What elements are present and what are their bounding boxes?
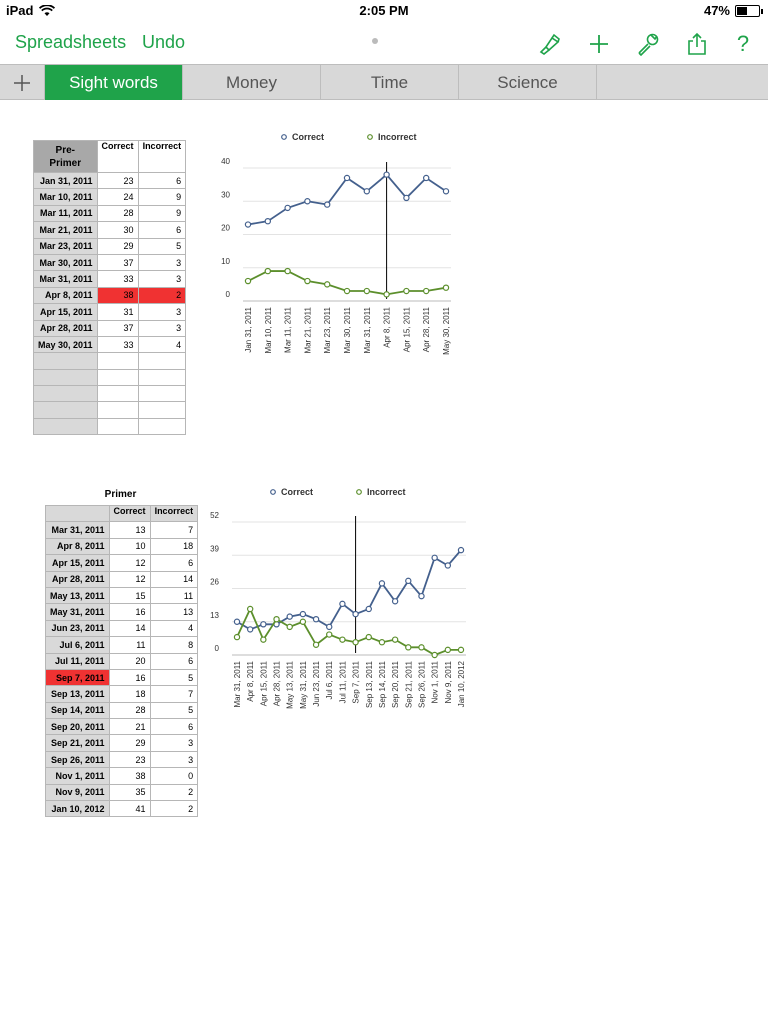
data-point-incorrect <box>245 278 250 283</box>
data-point-correct <box>287 614 292 619</box>
legend-label: Correct <box>281 487 314 497</box>
table-row[interactable] <box>34 222 186 238</box>
incorrect-cell[interactable]: 2 <box>150 784 198 800</box>
data-point-incorrect <box>327 632 332 637</box>
data-point-incorrect <box>287 624 292 629</box>
incorrect-cell[interactable]: 5 <box>150 702 198 718</box>
correct-cell[interactable]: 15 <box>109 587 150 603</box>
y-tick-label: 10 <box>221 256 230 266</box>
data-point-correct <box>313 617 318 622</box>
data-point-incorrect <box>313 642 318 647</box>
incorrect-cell[interactable]: 3 <box>150 751 198 767</box>
data-point-incorrect <box>364 288 369 293</box>
date-cell[interactable]: Jan 31, 2011 <box>34 173 98 189</box>
date-cell[interactable]: Jul 6, 2011 <box>46 637 110 653</box>
x-tick-label: May 13, 2011 <box>285 661 295 709</box>
table-row[interactable] <box>34 271 186 287</box>
data-point-correct <box>234 619 239 624</box>
x-tick-label: May 30, 2011 <box>442 307 451 355</box>
date-cell[interactable]: Sep 13, 2011 <box>46 686 110 702</box>
date-cell[interactable]: May 31, 2011 <box>46 604 110 620</box>
x-tick-label: Apr 15, 2011 <box>402 307 412 353</box>
table-row[interactable] <box>34 173 186 189</box>
add-sheet-button[interactable] <box>0 65 45 100</box>
table-row[interactable] <box>46 653 198 669</box>
add-button[interactable] <box>585 30 613 58</box>
data-point-correct <box>325 202 330 207</box>
x-tick-label: Sep 14, 2011 <box>377 661 387 709</box>
correct-cell[interactable]: 23 <box>97 173 138 189</box>
correct-cell[interactable]: 29 <box>109 735 150 751</box>
data-point-correct <box>443 189 448 194</box>
x-tick-label: Mar 31, 2011 <box>362 307 372 354</box>
toolbar <box>0 22 768 64</box>
correct-cell[interactable]: 28 <box>97 205 138 221</box>
legend-marker <box>271 490 276 495</box>
data-point-correct <box>432 555 437 560</box>
table-row[interactable] <box>34 189 186 205</box>
empty-table-row[interactable] <box>34 402 186 418</box>
correct-cell[interactable]: 38 <box>97 287 138 303</box>
series-line-correct <box>248 175 446 225</box>
data-point-correct <box>265 219 270 224</box>
table-row[interactable] <box>46 735 198 751</box>
question-mark-icon: ? <box>736 31 750 56</box>
date-cell[interactable]: Jan 10, 2012 <box>46 801 110 817</box>
x-tick-label: Apr 28, 2011 <box>272 661 282 707</box>
x-tick-label: Mar 31, 2011 <box>233 661 242 708</box>
correct-cell[interactable]: 30 <box>97 222 138 238</box>
incorrect-cell[interactable]: 3 <box>138 320 186 336</box>
x-tick-label: Sep 20, 2011 <box>391 661 401 709</box>
tab-time[interactable]: Time <box>321 65 459 100</box>
empty-cell[interactable] <box>138 402 186 418</box>
data-point-incorrect <box>384 292 389 297</box>
undo-button[interactable]: Undo <box>142 32 186 52</box>
legend-marker <box>357 490 362 495</box>
incorrect-cell[interactable]: 9 <box>138 189 186 205</box>
data-point-incorrect <box>325 282 330 287</box>
empty-cell[interactable] <box>34 418 98 434</box>
date-cell[interactable]: Nov 9, 2011 <box>46 784 110 800</box>
empty-cell[interactable] <box>97 353 138 369</box>
table-row[interactable] <box>34 304 186 320</box>
date-cell[interactable]: Nov 1, 2011 <box>46 768 110 784</box>
data-point-incorrect <box>424 288 429 293</box>
data-point-correct <box>364 189 369 194</box>
date-cell[interactable]: Apr 28, 2011 <box>34 320 98 336</box>
incorrect-cell[interactable]: 3 <box>138 304 186 320</box>
table-row[interactable] <box>34 287 186 303</box>
empty-cell[interactable] <box>138 369 186 385</box>
date-cell[interactable]: Mar 11, 2011 <box>34 205 98 221</box>
y-tick-label: 0 <box>214 644 219 653</box>
table-row[interactable] <box>46 801 198 817</box>
empty-table-row[interactable] <box>34 418 186 434</box>
help-button[interactable] <box>729 30 757 58</box>
table-row[interactable] <box>46 587 198 603</box>
series-line-incorrect <box>237 609 461 655</box>
incorrect-column-header[interactable]: Incorrect <box>150 506 198 522</box>
date-cell[interactable]: Jun 23, 2011 <box>46 620 110 636</box>
series-line-correct <box>237 550 461 629</box>
correct-cell[interactable]: 23 <box>109 751 150 767</box>
x-tick-label: Nov 9, 2011 <box>443 661 453 704</box>
x-tick-label: Sep 7, 2011 <box>351 661 361 704</box>
x-tick-label: Apr 8, 2011 <box>382 307 392 348</box>
correct-cell[interactable]: 24 <box>97 189 138 205</box>
y-tick-label: 13 <box>210 610 219 620</box>
date-cell[interactable]: Apr 8, 2011 <box>34 287 98 303</box>
incorrect-cell[interactable]: 13 <box>150 604 198 620</box>
empty-cell[interactable] <box>34 369 98 385</box>
date-cell[interactable]: Sep 20, 2011 <box>46 719 110 735</box>
pre-primer-table[interactable] <box>33 140 186 435</box>
legend-label: Incorrect <box>378 132 417 142</box>
x-tick-label: Sep 13, 2011 <box>364 661 374 709</box>
date-cell[interactable]: Mar 10, 2011 <box>34 189 98 205</box>
incorrect-cell[interactable]: 5 <box>138 238 186 254</box>
incorrect-cell[interactable]: 18 <box>150 538 198 554</box>
y-tick-label: 40 <box>221 157 230 166</box>
date-cell[interactable]: Apr 8, 2011 <box>46 538 110 554</box>
incorrect-cell[interactable]: 4 <box>150 620 198 636</box>
incorrect-cell[interactable]: 5 <box>150 669 198 685</box>
data-point-incorrect <box>366 634 371 639</box>
date-cell[interactable]: Mar 30, 2011 <box>34 254 98 270</box>
empty-cell[interactable] <box>34 386 98 402</box>
data-point-correct <box>458 548 463 553</box>
data-point-correct <box>393 599 398 604</box>
empty-cell[interactable] <box>34 402 98 418</box>
table-row[interactable] <box>46 784 198 800</box>
correct-cell[interactable]: 18 <box>109 686 150 702</box>
empty-cell[interactable] <box>97 418 138 434</box>
table-row[interactable] <box>46 522 198 538</box>
correct-cell[interactable]: 29 <box>97 238 138 254</box>
x-tick-label: Sep 21, 2011 <box>404 661 414 709</box>
data-point-correct <box>445 563 450 568</box>
date-cell[interactable]: Sep 21, 2011 <box>46 735 110 751</box>
incorrect-cell[interactable]: 6 <box>150 555 198 571</box>
data-point-incorrect <box>305 278 310 283</box>
incorrect-cell[interactable]: 2 <box>150 801 198 817</box>
table-row[interactable] <box>34 336 186 352</box>
share-icon <box>686 32 708 56</box>
table-row[interactable] <box>46 686 198 702</box>
x-tick-label: Mar 23, 2011 <box>323 307 333 354</box>
correct-cell[interactable]: 16 <box>109 604 150 620</box>
incorrect-cell[interactable]: 6 <box>138 222 186 238</box>
correct-cell[interactable]: 33 <box>97 271 138 287</box>
correct-cell[interactable]: 35 <box>109 784 150 800</box>
share-button[interactable] <box>683 30 711 58</box>
table-row[interactable] <box>34 205 186 221</box>
data-point-incorrect <box>274 617 279 622</box>
table-row[interactable] <box>34 254 186 270</box>
incorrect-cell[interactable]: 7 <box>150 686 198 702</box>
data-point-correct <box>261 622 266 627</box>
primer-table-title: Primer <box>104 489 137 500</box>
incorrect-cell[interactable]: 0 <box>150 768 198 784</box>
correct-cell[interactable]: 21 <box>109 719 150 735</box>
x-tick-label: Apr 8, 2011 <box>246 661 256 702</box>
data-point-correct <box>245 222 250 227</box>
incorrect-cell[interactable]: 3 <box>150 735 198 751</box>
table-row[interactable] <box>46 538 198 554</box>
table-row[interactable] <box>46 669 198 685</box>
correct-cell[interactable]: 12 <box>109 555 150 571</box>
battery-icon <box>735 5 760 17</box>
table-corner-header[interactable]: Pre- Primer <box>34 141 98 173</box>
table-row[interactable] <box>46 620 198 636</box>
x-tick-label: Sep 26, 2011 <box>417 661 427 709</box>
x-tick-label: Jan 10, 2012 <box>457 661 466 708</box>
table-row[interactable] <box>46 702 198 718</box>
correct-cell[interactable]: 10 <box>109 538 150 554</box>
correct-column-header[interactable]: Correct <box>97 141 138 173</box>
data-point-incorrect <box>300 619 305 624</box>
sheet-tab-bar <box>0 64 768 100</box>
date-cell[interactable]: Mar 31, 2011 <box>34 271 98 287</box>
data-point-correct <box>384 172 389 177</box>
date-cell[interactable]: Mar 21, 2011 <box>34 222 98 238</box>
empty-cell[interactable] <box>97 386 138 402</box>
battery-percent: 47% <box>703 3 730 18</box>
date-cell[interactable]: Mar 31, 2011 <box>46 522 110 538</box>
tab-money[interactable]: Money <box>183 65 321 100</box>
incorrect-cell[interactable]: 6 <box>150 653 198 669</box>
y-tick-label: 39 <box>210 544 219 554</box>
data-point-correct <box>327 624 332 629</box>
battery-fill <box>737 7 747 15</box>
table-row[interactable] <box>46 719 198 735</box>
data-point-correct <box>340 601 345 606</box>
x-tick-label: Jul 11, 2011 <box>338 661 348 704</box>
x-tick-label: Mar 11, 2011 <box>283 307 293 353</box>
date-cell[interactable]: Apr 28, 2011 <box>46 571 110 587</box>
table-corner-header[interactable] <box>46 506 110 522</box>
legend-label: Correct <box>292 132 325 142</box>
y-tick-label: 20 <box>221 223 230 233</box>
spreadsheets-button[interactable]: Spreadsheets <box>15 32 127 52</box>
incorrect-cell[interactable]: 2 <box>138 287 186 303</box>
table-row[interactable] <box>34 320 186 336</box>
incorrect-cell[interactable]: 9 <box>138 205 186 221</box>
incorrect-cell[interactable]: 14 <box>150 571 198 587</box>
incorrect-cell[interactable]: 7 <box>150 522 198 538</box>
data-point-correct <box>404 195 409 200</box>
table-row[interactable] <box>46 571 198 587</box>
data-point-incorrect <box>248 606 253 611</box>
tab-sight-words[interactable]: Sight words <box>45 65 183 100</box>
data-point-incorrect <box>404 288 409 293</box>
data-point-incorrect <box>419 645 424 650</box>
data-point-correct <box>406 578 411 583</box>
data-point-correct <box>285 205 290 210</box>
data-point-incorrect <box>393 637 398 642</box>
data-point-incorrect <box>234 634 239 639</box>
date-cell[interactable]: May 13, 2011 <box>46 587 110 603</box>
empty-table-row[interactable] <box>34 369 186 385</box>
empty-table-row[interactable] <box>34 386 186 402</box>
date-cell[interactable]: Mar 23, 2011 <box>34 238 98 254</box>
correct-cell[interactable]: 38 <box>109 768 150 784</box>
empty-cell[interactable] <box>34 353 98 369</box>
correct-cell[interactable]: 13 <box>109 522 150 538</box>
empty-cell[interactable] <box>138 386 186 402</box>
date-cell[interactable]: Sep 14, 2011 <box>46 702 110 718</box>
date-cell[interactable]: May 30, 2011 <box>34 336 98 352</box>
x-tick-label: Jan 31, 2011 <box>244 307 253 353</box>
data-point-incorrect <box>458 647 463 652</box>
y-tick-label: 26 <box>210 577 219 587</box>
format-brush-button[interactable] <box>535 30 563 58</box>
data-point-correct <box>344 175 349 180</box>
incorrect-cell[interactable]: 6 <box>150 719 198 735</box>
correct-column-header[interactable]: Correct <box>109 506 150 522</box>
empty-cell[interactable] <box>97 369 138 385</box>
date-cell[interactable]: Sep 7, 2011 <box>46 669 110 685</box>
incorrect-cell[interactable]: 4 <box>138 336 186 352</box>
correct-cell[interactable]: 12 <box>109 571 150 587</box>
plus-icon <box>588 33 610 55</box>
status-time: 2:05 PM <box>359 3 409 18</box>
data-point-correct <box>300 611 305 616</box>
data-point-incorrect <box>285 268 290 273</box>
pre-primer-line-chart[interactable] <box>220 125 460 370</box>
data-point-incorrect <box>265 268 270 273</box>
status-right <box>704 3 760 18</box>
y-tick-label: 0 <box>225 290 230 299</box>
x-tick-label: Jul 6, 2011 <box>325 661 335 700</box>
data-point-correct <box>424 175 429 180</box>
tab-science[interactable]: Science <box>459 65 597 100</box>
correct-cell[interactable]: 16 <box>109 669 150 685</box>
data-point-correct <box>419 594 424 599</box>
correct-cell[interactable]: 41 <box>109 801 150 817</box>
correct-cell[interactable]: 37 <box>97 320 138 336</box>
data-point-incorrect <box>432 652 437 657</box>
paintbrush-icon <box>537 32 561 56</box>
legend-marker <box>368 135 373 140</box>
correct-cell[interactable]: 28 <box>109 702 150 718</box>
plus-icon <box>13 74 31 92</box>
date-cell[interactable]: Apr 15, 2011 <box>46 555 110 571</box>
data-point-incorrect <box>379 640 384 645</box>
empty-table-row[interactable] <box>34 353 186 369</box>
y-tick-label: 30 <box>221 190 230 200</box>
date-cell[interactable]: Sep 26, 2011 <box>46 751 110 767</box>
data-point-incorrect <box>353 640 358 645</box>
correct-cell[interactable]: 14 <box>109 620 150 636</box>
wrench-icon <box>636 32 660 56</box>
y-tick-label: 52 <box>210 511 219 520</box>
x-tick-label: Mar 30, 2011 <box>343 307 352 354</box>
x-tick-label: Jun 23, 2011 <box>312 661 322 707</box>
data-point-incorrect <box>261 637 266 642</box>
tools-button[interactable] <box>634 30 662 58</box>
table-row[interactable] <box>46 637 198 653</box>
document-title-placeholder <box>372 38 378 44</box>
data-point-correct <box>379 581 384 586</box>
primer-line-chart[interactable] <box>210 480 475 725</box>
empty-cell[interactable] <box>138 353 186 369</box>
empty-cell[interactable] <box>138 418 186 434</box>
data-point-incorrect <box>344 288 349 293</box>
x-tick-label: Apr 15, 2011 <box>259 661 269 707</box>
correct-cell[interactable]: 20 <box>109 653 150 669</box>
data-point-incorrect <box>443 285 448 290</box>
x-tick-label: Mar 21, 2011 <box>303 307 313 354</box>
table-row[interactable] <box>46 604 198 620</box>
x-tick-label: Nov 1, 2011 <box>430 661 440 704</box>
correct-cell[interactable]: 31 <box>97 304 138 320</box>
correct-cell[interactable]: 11 <box>109 637 150 653</box>
x-tick-label: May 31, 2011 <box>298 661 308 709</box>
device-name: iPad <box>6 3 34 18</box>
incorrect-cell[interactable]: 6 <box>138 173 186 189</box>
primer-table[interactable] <box>45 505 198 817</box>
table-row[interactable] <box>46 751 198 767</box>
legend-marker <box>282 135 287 140</box>
empty-cell[interactable] <box>97 402 138 418</box>
data-point-incorrect <box>406 645 411 650</box>
data-point-incorrect <box>445 647 450 652</box>
table-row[interactable] <box>46 555 198 571</box>
status-bar <box>0 0 768 22</box>
incorrect-cell[interactable]: 3 <box>138 254 186 270</box>
data-point-incorrect <box>340 637 345 642</box>
table-row[interactable] <box>34 238 186 254</box>
correct-cell[interactable]: 33 <box>97 336 138 352</box>
date-cell[interactable]: Jul 11, 2011 <box>46 653 110 669</box>
data-point-correct <box>248 627 253 632</box>
data-point-correct <box>305 199 310 204</box>
x-tick-label: Mar 10, 2011 <box>263 307 273 354</box>
incorrect-cell[interactable]: 11 <box>150 587 198 603</box>
date-cell[interactable]: Apr 15, 2011 <box>34 304 98 320</box>
incorrect-cell[interactable]: 8 <box>150 637 198 653</box>
incorrect-column-header[interactable]: Incorrect <box>138 141 186 173</box>
x-tick-label: Apr 28, 2011 <box>422 307 432 353</box>
data-point-correct <box>353 611 358 616</box>
legend-label: Incorrect <box>367 487 406 497</box>
table-row[interactable] <box>46 768 198 784</box>
data-point-correct <box>366 606 371 611</box>
incorrect-cell[interactable]: 3 <box>138 271 186 287</box>
correct-cell[interactable]: 37 <box>97 254 138 270</box>
